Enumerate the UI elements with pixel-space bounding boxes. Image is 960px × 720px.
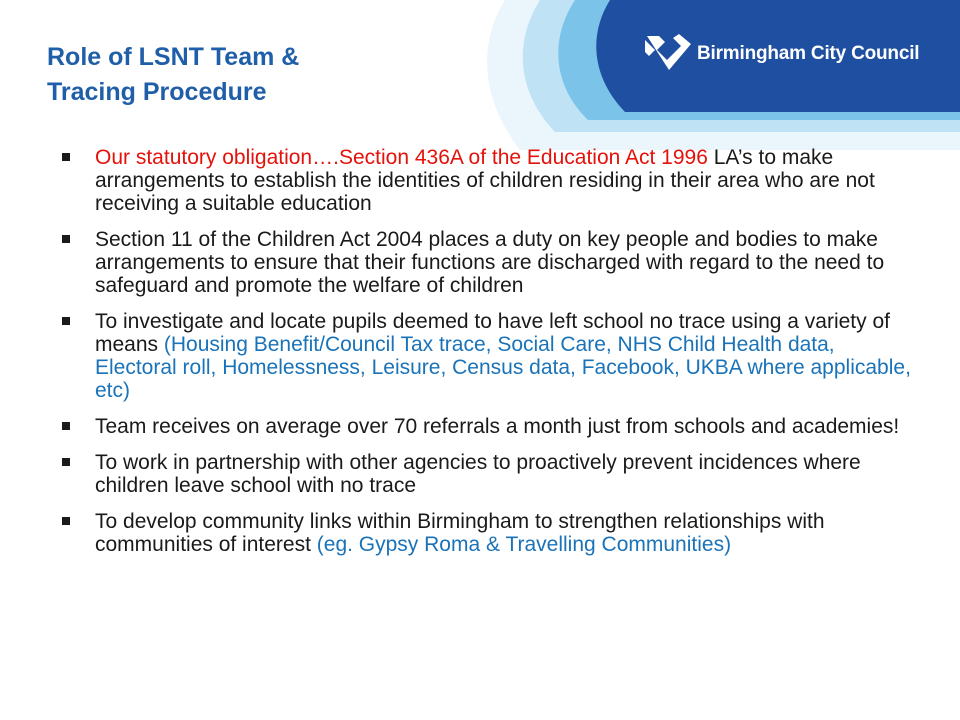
bullet-text: To develop community links within Birmingham to strengthen relationships with communities of interest [95,510,825,556]
title-line-2: Tracing Procedure [47,78,267,106]
square-bullet-icon [62,317,70,325]
bullet-list [62,146,922,569]
bullet-item [62,510,922,556]
bullet-text: LA’s to make arrangements to establish the identities of children residing in their area who are not receiving a suitable education [95,146,875,215]
square-bullet-icon [62,422,70,430]
square-bullet-icon [62,458,70,466]
bullet-text: Our statutory obligation….Section 436A of the Education Act 1996 [95,146,714,169]
bullet-item [62,310,922,402]
bullet-text: To work in partnership with other agencies to proactively prevent incidences where children leave school with no trace [95,451,861,497]
bullet-item [62,415,922,438]
bullet-item [62,146,922,215]
bullet-text: (Housing Benefit/Council Tax trace, Social Care, NHS Child Health data, Electoral roll, Homelessness, Leisure, Census data, Facebook, UKBA where applicable, etc) [95,333,911,402]
title-line-1: Role of LSNT Team & [47,43,300,71]
bullet-text: Section 11 of the Children Act 2004 places a duty on key people and bodies to make arrangements to ensure that their functions are discharged with regard to the need to safeguard and promote the welfare of children [95,228,885,297]
bullet-item [62,228,922,297]
heart-logo-icon [643,30,695,78]
bullet-text: Team receives on average over 70 referrals a month just from schools and academies! [95,415,900,438]
page-title [47,40,299,110]
square-bullet-icon [62,153,70,161]
bullet-text: (eg. Gypsy Roma & Travelling Communities) [316,533,732,556]
bullet-text: To investigate and locate pupils deemed to have left school no trace using a variety of means [95,310,890,356]
council-logo [643,28,919,80]
square-bullet-icon [62,517,70,525]
bullet-item [62,451,922,497]
logo-text: Birmingham City Council [697,43,920,64]
square-bullet-icon [62,235,70,243]
